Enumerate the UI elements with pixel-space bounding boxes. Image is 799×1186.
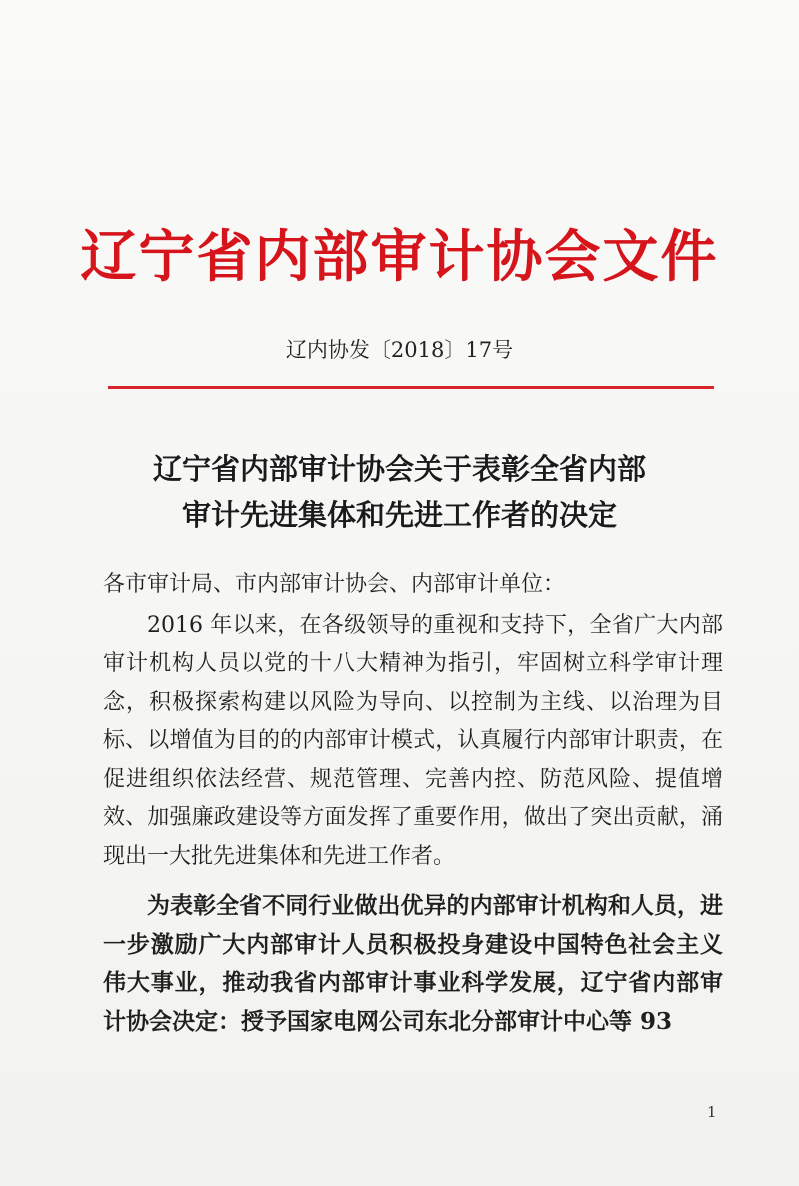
document-title	[0, 446, 799, 538]
body-paragraph-1: 2016 年以来，在各级领导的重视和支持下，全省广大内部审计机构人员以党的十八大精神为指引，牢固树立科学审计理念，积极探索构建以风险为导向、以控制为主线、以治理为目标、以增值为目的的内部审计模式，认真履行内部审计职责，在促进组织依法经营、规范管理、完善内控、防范风险、提值增效、加强廉政建设等方面发挥了重要作用，做出了突出贡献，涌现出一大批先进集体和先进工作者。	[103, 612, 723, 869]
document-number: 辽内协发〔2018〕17号	[285, 338, 514, 362]
header-divider	[108, 386, 714, 389]
document-header-title: 辽宁省内部审计协会文件	[80, 224, 719, 290]
document-title-line-1: 辽宁省内部审计协会关于表彰全省内部	[152, 452, 646, 486]
salutation: 各市审计局、市内部审计协会、内部审计单位：	[103, 572, 566, 597]
document-body	[103, 566, 723, 1041]
page-number: 1	[707, 1103, 717, 1121]
document-title-line-2: 审计先进集体和先进工作者的决定	[181, 498, 617, 532]
body-paragraph-2: 为表彰全省不同行业做出优异的内部审计机构和人员，进一步激励广大内部审计人员积极投身建设中国特色社会主义伟大事业，推动我省内部审计事业科学发展，辽宁省内部审计协会决定：授予国家电网公司东北分部审计中心等 93	[103, 892, 723, 1035]
